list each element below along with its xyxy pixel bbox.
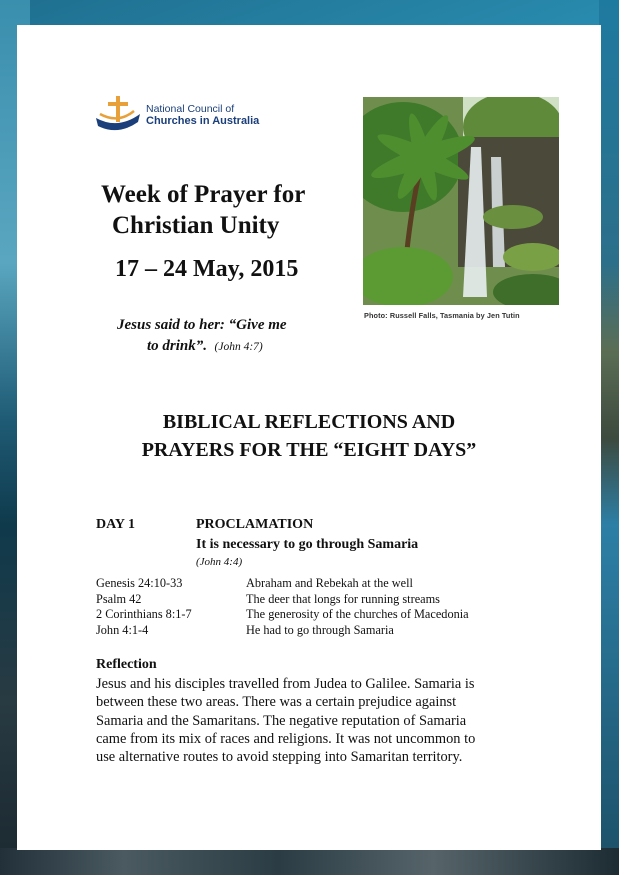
reading-desc: Abraham and Rebekah at the well xyxy=(246,576,413,590)
reading-row xyxy=(96,623,566,639)
reflection-heading: Reflection xyxy=(96,657,157,672)
reflection-body xyxy=(96,675,566,766)
heading-line2: PRAYERS FOR THE “EIGHT DAYS” xyxy=(141,439,477,461)
document-title xyxy=(101,179,361,241)
reading-ref: 2 Corinthians 8:1-7 xyxy=(96,607,192,622)
reflection-line: Jesus and his disciples travelled from Judea to Galilee. Samaria is xyxy=(96,676,475,692)
heading-line1: BIBLICAL REFLECTIONS AND xyxy=(162,411,456,433)
ncca-logo xyxy=(94,94,274,136)
day-label: DAY 1 xyxy=(96,517,136,532)
reflection-line: came from its mix of races and religions. It was not uncommon to xyxy=(96,730,476,747)
title-line1: Week of Prayer for xyxy=(101,181,306,208)
quote-line2: to drink”. xyxy=(147,338,208,354)
scripture-quote xyxy=(117,315,347,358)
background-bottom-strip xyxy=(0,848,619,875)
reading-ref: Genesis 24:10-33 xyxy=(96,576,183,590)
quote-line1: Jesus said to her: “Give me xyxy=(117,317,287,333)
reading-row xyxy=(96,592,566,608)
reflection-line: between these two areas. There was a certain prejudice against xyxy=(96,694,457,711)
reflection-line: Samaria and the Samaritans. The negative reputation of Samaria xyxy=(96,712,467,729)
reading-desc: He had to go through Samaria xyxy=(246,623,394,638)
reading-ref: John 4:1-4 xyxy=(96,623,149,638)
event-dates: 17 – 24 May, 2015 xyxy=(115,256,299,282)
title-line2: Christian Unity xyxy=(112,212,280,239)
document-page xyxy=(17,25,601,850)
reading-ref: Psalm 42 xyxy=(96,591,142,606)
quote-reference: (John 4:7) xyxy=(214,341,263,353)
waterfall-photo xyxy=(363,97,559,305)
day-subtitle-reference: (John 4:4) xyxy=(196,556,243,568)
logo-text-line1: National Council of xyxy=(146,103,235,115)
reading-row xyxy=(96,607,566,623)
reflection-line: use alternative routes to avoid stepping into Samaritan territory. xyxy=(96,749,463,766)
section-heading xyxy=(57,408,561,464)
logo-text-line2: Churches in Australia xyxy=(146,115,260,127)
day-subtitle: It is necessary to go through Samaria xyxy=(196,537,419,552)
background-right-strip xyxy=(599,0,619,875)
readings-list xyxy=(96,576,566,639)
reading-desc: The deer that longs for running streams xyxy=(246,591,440,606)
photo-caption: Photo: Russell Falls, Tasmania by Jen Tutin xyxy=(364,311,520,320)
day-title: PROCLAMATION xyxy=(196,517,314,532)
reading-desc: The generosity of the churches of Macedonia xyxy=(246,607,469,622)
reading-row xyxy=(96,576,566,592)
cross-boat-logo-icon xyxy=(94,94,144,136)
